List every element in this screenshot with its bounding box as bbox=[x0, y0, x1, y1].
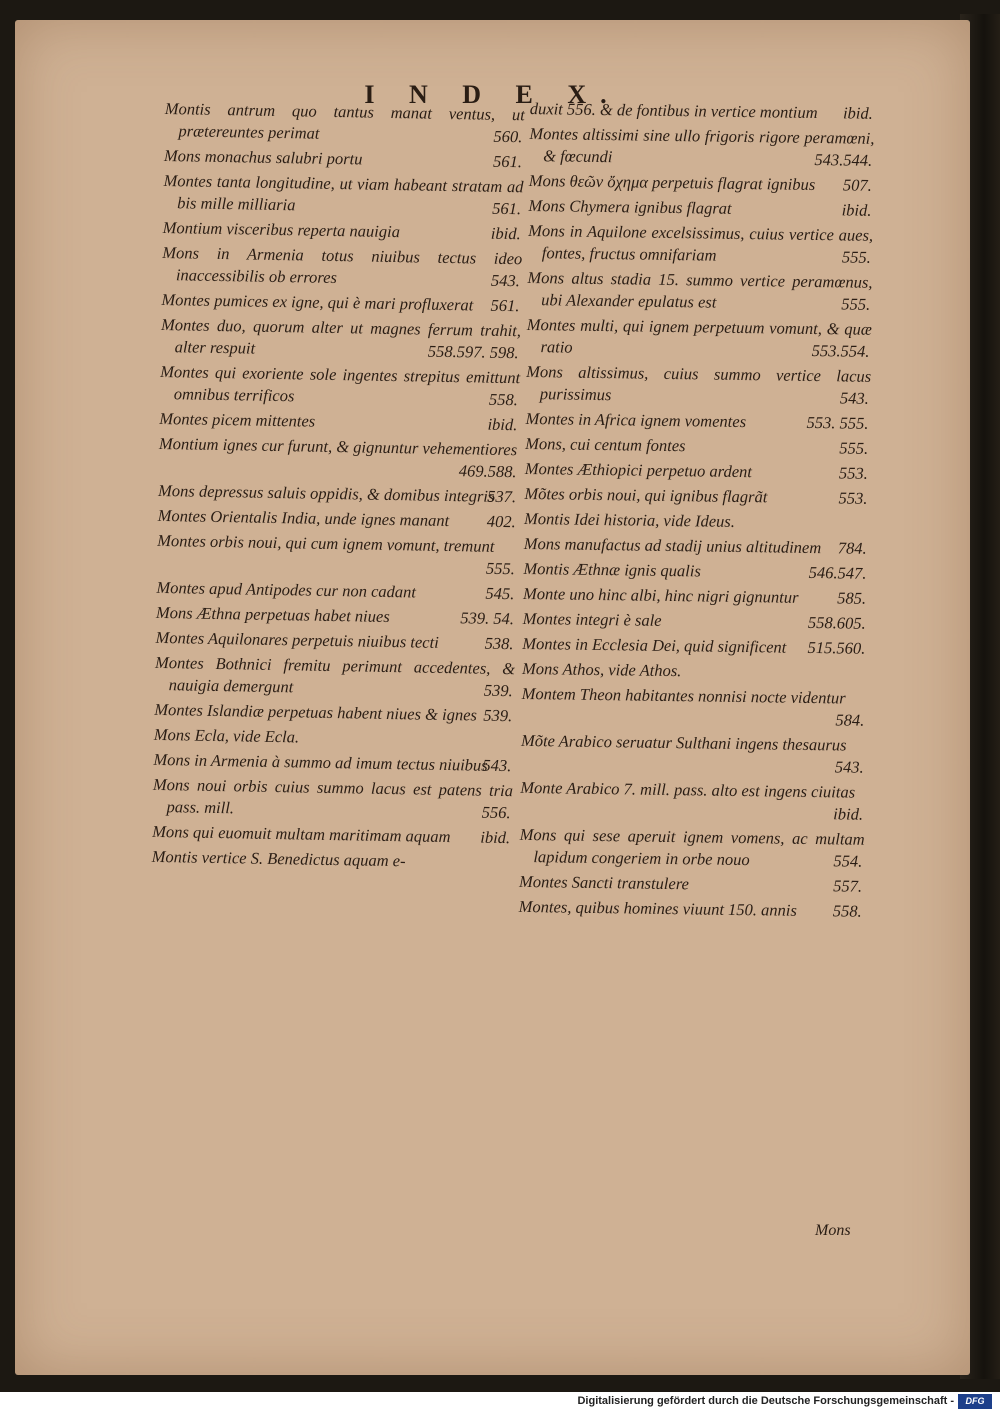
index-entry-page-ref: 558.605. bbox=[807, 612, 866, 633]
index-entry-text: Montes Aquilonares perpetuis niuibus tecti bbox=[155, 627, 439, 652]
index-entry-page-ref: 561. bbox=[492, 198, 522, 219]
index-entry-text: Montes in Ecclesia Dei, quid significent bbox=[522, 633, 787, 657]
index-entry-page-ref: 554. bbox=[833, 851, 863, 871]
index-entry-page-ref: 553. bbox=[838, 488, 868, 508]
index-entry-page-ref: 402. bbox=[486, 511, 516, 532]
index-entry-text: Mons, cui centum fontes bbox=[525, 433, 686, 456]
index-entry-text: Montes Æthiopici perpetuo ardent bbox=[524, 458, 753, 482]
index-entry-text: Mons θεῶν ὄχημα perpetuis flagrat ignibus bbox=[528, 170, 816, 194]
index-entry bbox=[163, 170, 524, 220]
index-entry-page-ref: 538. bbox=[484, 633, 514, 654]
index-entry bbox=[164, 98, 525, 148]
index-entry bbox=[159, 408, 519, 436]
index-entry-page-ref: 555. bbox=[485, 558, 516, 579]
index-entry bbox=[156, 577, 516, 605]
index-entry-page-ref: 539. bbox=[483, 705, 513, 726]
index-entry bbox=[527, 267, 873, 316]
index-entry-page-ref: 543.544. bbox=[814, 149, 873, 170]
catchword: Mons bbox=[815, 1222, 851, 1239]
index-entry-text: Mõte Arabico seruatur Sulthani ingens thesaurus bbox=[520, 730, 847, 755]
index-entry-page-ref: 560. bbox=[493, 126, 523, 147]
index-entry bbox=[160, 361, 521, 411]
index-column-left bbox=[152, 98, 525, 877]
index-entry-text: Mons monachus salubri portu bbox=[163, 145, 363, 169]
index-entry bbox=[526, 361, 872, 410]
index-entry bbox=[519, 896, 864, 923]
index-entry bbox=[528, 220, 874, 269]
index-entry-page-ref: 557. bbox=[833, 876, 863, 896]
index-entry-text: Montes qui exoriente sole ingentes strepitus emittunt omnibus terrificos bbox=[160, 361, 521, 406]
footer-credit-text: Digitalisierung gefördert durch die Deutsche Forschungsgemeinschaft - bbox=[577, 1395, 954, 1407]
index-entry-page-ref: 553. 555. bbox=[806, 412, 869, 433]
index-entry bbox=[158, 433, 519, 483]
index-entry bbox=[520, 777, 866, 826]
index-entry bbox=[164, 145, 524, 173]
index-entry bbox=[152, 821, 512, 849]
index-entry-page-ref: ibid. bbox=[841, 200, 872, 220]
index-entry-page-ref: 507. bbox=[842, 175, 872, 195]
index-entry-page-ref: ibid. bbox=[480, 827, 511, 848]
index-entry bbox=[154, 699, 514, 727]
index-entry bbox=[525, 433, 870, 460]
index-entry bbox=[152, 774, 513, 824]
index-entry-text: Mons altus stadia 15. summo vertice peramœnus, ubi Alexander epulatus est bbox=[527, 267, 873, 312]
index-entry bbox=[522, 633, 867, 660]
index-entry-text: Montes Bothnici fremitu perimunt accedentes, & nauigia demergunt bbox=[154, 652, 516, 697]
index-entry-text: Montes pumices ex igne, qui è mari profluxerat bbox=[161, 289, 474, 315]
index-entry-text: Montes apud Antipodes cur non cadant bbox=[156, 577, 417, 602]
index-entry-text: Mons in Armenia totus niuibus tectus ideo inaccessibilis ob errores bbox=[162, 242, 523, 288]
index-entry bbox=[157, 530, 518, 580]
index-entry bbox=[162, 242, 523, 292]
index-entry-text: Monte Arabico 7. mill. pass. alto est ingens ciuitas bbox=[520, 777, 856, 802]
index-entry-page-ref: 558.597. 598. bbox=[427, 341, 519, 363]
index-entry bbox=[523, 558, 868, 585]
index-entry-page-ref: 553. bbox=[838, 463, 868, 483]
index-entry bbox=[521, 683, 867, 732]
index-entry-page-ref: ibid. bbox=[833, 804, 864, 824]
index-column-right bbox=[519, 98, 875, 926]
index-entry-page-ref: 561. bbox=[490, 295, 520, 316]
index-entry bbox=[522, 658, 867, 685]
dfg-logo-icon: DFG bbox=[958, 1394, 992, 1409]
index-entry bbox=[152, 846, 512, 874]
index-entry bbox=[529, 123, 875, 172]
index-entry-page-ref: 561. bbox=[492, 151, 523, 172]
index-entry-page-ref: 515.560. bbox=[807, 637, 866, 658]
index-entry bbox=[526, 314, 872, 363]
index-entry bbox=[524, 483, 869, 510]
index-entry-text: Montes duo, quorum alter ut magnes ferrum trahit, alter respuit bbox=[160, 314, 522, 358]
index-entry-text: Monte uno hinc albi, hinc nigri gignuntur bbox=[522, 583, 799, 607]
index-entry-text: Montium ignes cur furunt, & gignuntur vehementiores bbox=[158, 433, 518, 460]
index-entry-page-ref: 539. bbox=[483, 680, 513, 701]
index-entry-text: Montis Æthnæ ignis qualis bbox=[523, 558, 701, 581]
index-entry-text: Montis Idei historia, vide Ideus. bbox=[523, 508, 736, 531]
index-entry-text: Mons Æthna perpetuas habet niues bbox=[155, 602, 390, 626]
index-entry-text: Montium visceribus reperta nauigia bbox=[162, 217, 401, 242]
index-entry-text: Montes, quibus homines viuunt 150. annis bbox=[518, 896, 798, 920]
index-entry bbox=[154, 724, 514, 752]
index-entry bbox=[523, 583, 868, 610]
index-entry-page-ref: 558. bbox=[832, 901, 862, 921]
index-entry-text: Montes Orientalis India, unde ignes manant bbox=[157, 505, 450, 531]
index-entry bbox=[519, 824, 865, 873]
page-header: I N D E X. bbox=[364, 80, 621, 109]
index-entry-text: Montis vertice S. Benedictus aquam e- bbox=[151, 846, 406, 871]
index-entry bbox=[161, 289, 521, 317]
index-entry-page-ref: ibid. bbox=[487, 414, 518, 435]
index-entry-page-ref: 545. bbox=[485, 583, 515, 604]
index-entry-text: Montes Sancti transtulere bbox=[518, 871, 690, 894]
index-entry bbox=[160, 314, 521, 364]
index-entry-text: duxit 556. & de fontibus in vertice montium bbox=[529, 98, 818, 123]
index-entry bbox=[153, 749, 513, 777]
index-entry bbox=[158, 480, 518, 508]
index-entry-text: Mons qui euomuit multam maritimam aquam bbox=[152, 821, 451, 847]
index-entry-page-ref: 553.554. bbox=[811, 340, 870, 361]
index-entry-text: Montis antrum quo tantus manat ventus, ut prætereuntes perimat bbox=[164, 98, 525, 143]
index-entry-text: Montes multi, qui ignem perpetuum vomunt, & quæ ratio bbox=[526, 314, 872, 357]
index-entry bbox=[523, 608, 868, 635]
index-entry-page-ref: 546.547. bbox=[808, 562, 867, 583]
index-entry-text: Montes integri è sale bbox=[522, 608, 662, 630]
index-entry bbox=[519, 871, 864, 898]
index-entry-text: Montes Islandiæ perpetuas habent niues & ignes bbox=[154, 699, 478, 725]
index-entry-page-ref: 537. bbox=[487, 486, 517, 507]
index-entry-text: Mons in Aquilone excelsissimus, cuius vertice aues, fontes, fructus omnifariam bbox=[528, 220, 874, 265]
index-entry-page-ref: 543. bbox=[482, 755, 512, 776]
index-entry-text: Montes in Africa ignem vomentes bbox=[525, 408, 747, 432]
digitization-footer bbox=[0, 1392, 1000, 1411]
index-entry bbox=[525, 408, 870, 435]
index-entry-text: Mõtes orbis noui, qui ignibus flagrãt bbox=[524, 483, 768, 507]
index-entry bbox=[530, 98, 875, 125]
index-entry-text: Montes picem mittentes bbox=[159, 408, 316, 431]
index-entry-page-ref: 585. bbox=[837, 588, 867, 608]
index-entry bbox=[529, 170, 874, 197]
index-entry bbox=[524, 508, 869, 535]
index-entry-text: Mons qui sese aperuit ignem vomens, ac multam lapidum congeriem in orbe nouo bbox=[519, 824, 865, 870]
index-entry-text: Montes orbis noui, qui cum ignem vomunt, tremunt bbox=[157, 530, 495, 556]
index-entry-text: Mons altissimus, cuius summo vertice lacus purissimus bbox=[526, 361, 872, 405]
index-entry-text: Montem Theon habitantes nonnisi nocte videntur bbox=[521, 683, 846, 708]
index-entry bbox=[528, 195, 873, 222]
index-entry-page-ref: 584. bbox=[835, 710, 865, 730]
index-entry bbox=[163, 217, 523, 245]
index-entry bbox=[158, 505, 518, 533]
index-entry bbox=[521, 730, 867, 779]
index-entry-page-ref: 555. bbox=[841, 294, 871, 314]
index-entry-page-ref: 543. bbox=[490, 270, 521, 291]
index-entry bbox=[525, 458, 870, 485]
index-entry-page-ref: 543. bbox=[834, 757, 864, 777]
index-entry bbox=[524, 533, 869, 560]
index-entry-page-ref: 555. bbox=[839, 438, 869, 458]
index-entry bbox=[155, 627, 515, 655]
index-entry-page-ref: 469.588. bbox=[458, 461, 517, 482]
index-entry-text: Mons depressus saluis oppidis, & domibus integris bbox=[157, 480, 495, 506]
index-entry-page-ref: 543. bbox=[839, 388, 869, 408]
index-entry-text: Mons Ecla, vide Ecla. bbox=[153, 724, 300, 747]
index-entry-page-ref: ibid. bbox=[490, 223, 521, 244]
index-entry-page-ref: ibid. bbox=[842, 103, 873, 123]
index-entry-page-ref: 558. bbox=[488, 389, 518, 410]
index-entry-text: Mons noui orbis cuius summo lacus est patens tria pass. mill. bbox=[152, 774, 514, 818]
index-entry-text: Mons manufactus ad stadij unius altitudinem bbox=[523, 533, 822, 558]
index-entry-page-ref: 539. 54. bbox=[460, 608, 515, 629]
index-entry-page-ref: 784. bbox=[837, 538, 867, 558]
index-entry bbox=[156, 602, 516, 630]
index-entry-text: Mons Athos, vide Athos. bbox=[521, 658, 682, 681]
index-entry-text: Mons in Armenia à summo ad imum tectus niuibus bbox=[153, 749, 488, 775]
index-entry-text: Mons Chymera ignibus flagrat bbox=[528, 195, 732, 218]
index-entry-text: Montes tanta longitudine, ut viam habeant stratam ad bis mille milliaria bbox=[163, 170, 524, 215]
index-entry-page-ref: 555. bbox=[841, 247, 871, 267]
index-entry-page-ref: 556. bbox=[481, 802, 511, 823]
index-entry bbox=[155, 652, 516, 702]
index-entry-text: Montes altissimi sine ullo frigoris rigore peramœni, & fœcundi bbox=[529, 123, 875, 167]
